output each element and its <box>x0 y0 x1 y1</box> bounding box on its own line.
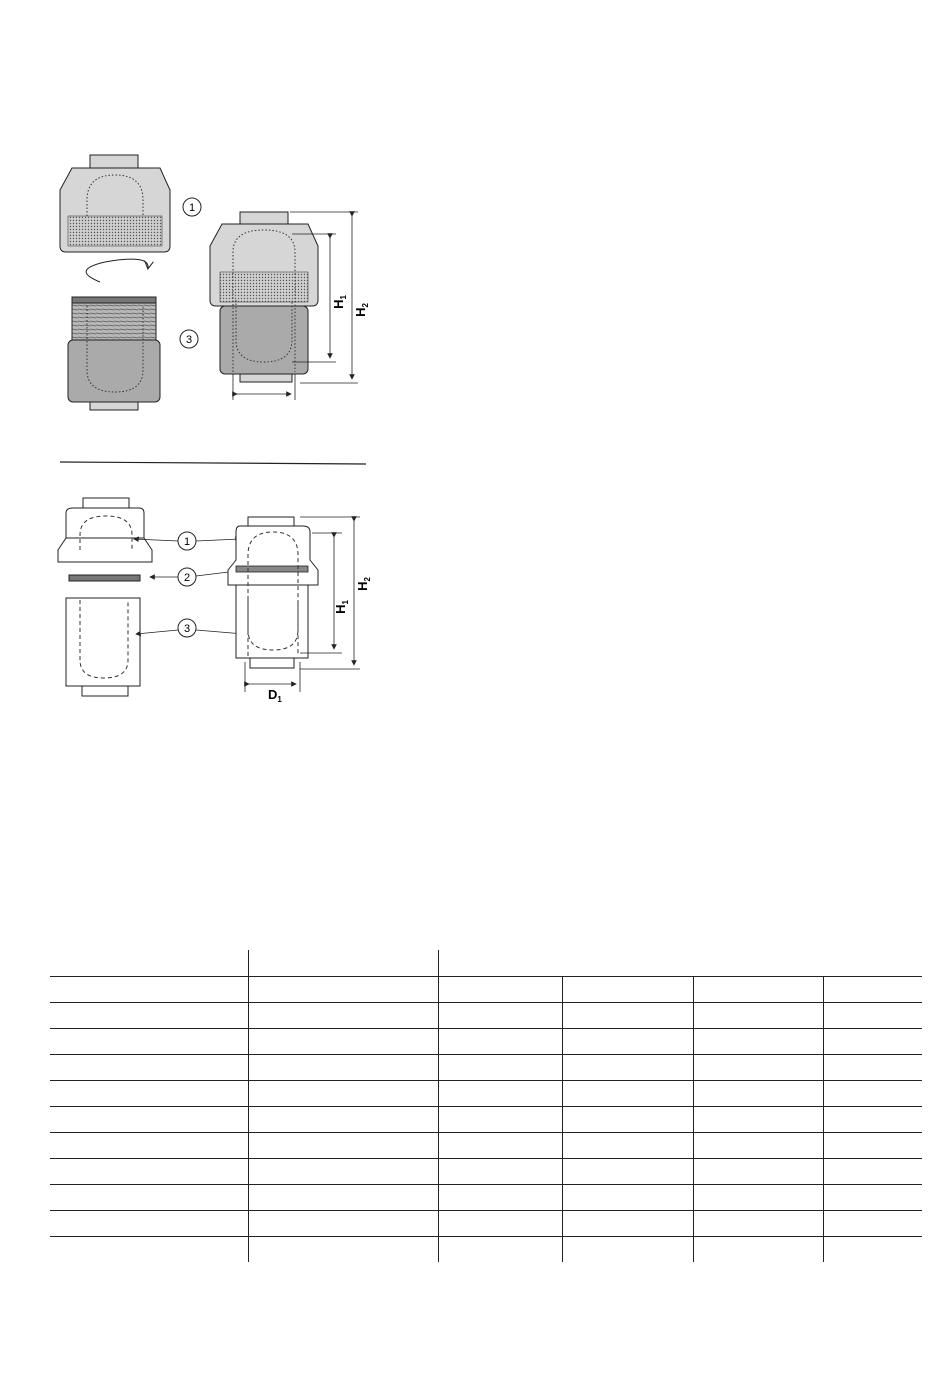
table-cell <box>248 1211 438 1237</box>
top-exploded-view <box>60 155 370 410</box>
svg-text:1: 1 <box>188 202 196 214</box>
table-cell <box>50 1003 248 1029</box>
table-cell <box>248 1003 438 1029</box>
table-cell <box>693 1003 823 1029</box>
table-cell <box>248 1029 438 1055</box>
table-cell <box>693 1107 823 1133</box>
table-cell <box>823 1159 922 1185</box>
callout-3-bottom <box>136 619 244 637</box>
table-cell <box>438 1237 562 1263</box>
dim-h2-label-bottom: $H_2$ <box>355 577 372 591</box>
table-cell <box>562 1133 693 1159</box>
table-row <box>50 1029 922 1055</box>
table-cell <box>562 1081 693 1107</box>
table-cell <box>693 1159 823 1185</box>
table-cell <box>562 950 693 977</box>
table-cell <box>248 1159 438 1185</box>
section-divider <box>60 462 366 464</box>
table-row <box>50 1237 922 1263</box>
tube-body-part <box>66 598 140 696</box>
table-cell <box>693 977 823 1003</box>
table-cell <box>562 1055 693 1081</box>
table-cell <box>438 1081 562 1107</box>
table-row <box>50 1159 922 1185</box>
dimensions-table <box>50 950 922 1262</box>
table-cell <box>823 1237 922 1263</box>
table-cell <box>248 1185 438 1211</box>
svg-text:3: 3 <box>185 334 193 346</box>
threaded-body-part <box>68 297 160 410</box>
table-cell <box>50 1237 248 1263</box>
table-cell <box>50 1107 248 1133</box>
table-cell <box>248 1055 438 1081</box>
table-cell <box>50 1185 248 1211</box>
svg-text:2: 2 <box>183 572 191 584</box>
table-cell <box>562 977 693 1003</box>
bottom-exploded-view <box>58 498 372 704</box>
table-cell <box>693 1055 823 1081</box>
table-cell <box>50 950 248 977</box>
table-cell <box>693 1185 823 1211</box>
table-cell <box>823 1185 922 1211</box>
table-cell <box>248 1133 438 1159</box>
table-cell <box>562 1185 693 1211</box>
assembled-fitting-top <box>210 212 318 382</box>
table-cell <box>50 1159 248 1185</box>
table-cell <box>438 1055 562 1081</box>
table-cell <box>438 977 562 1003</box>
table-cell <box>248 950 438 977</box>
nut-part <box>58 498 152 562</box>
table-cell <box>693 1081 823 1107</box>
table-cell <box>50 977 248 1003</box>
table-cell <box>693 1237 823 1263</box>
dim-d1-label-bottom: $D_1$ <box>268 687 282 704</box>
dim-h1-label-top: $H_1$ <box>331 295 348 309</box>
table-body <box>50 950 922 1262</box>
table-cell <box>823 1029 922 1055</box>
table-cell <box>823 1081 922 1107</box>
table-cell <box>823 1211 922 1237</box>
table-cell <box>562 1211 693 1237</box>
table-cell <box>823 1133 922 1159</box>
table-cell <box>50 1029 248 1055</box>
table-cell <box>438 1133 562 1159</box>
table-cell <box>693 1029 823 1055</box>
table-header-row <box>50 950 922 977</box>
table-cell <box>438 1185 562 1211</box>
table-cell <box>823 977 922 1003</box>
table-cell <box>50 1211 248 1237</box>
table-cell <box>823 950 922 977</box>
table-cell <box>50 1055 248 1081</box>
table-row <box>50 1133 922 1159</box>
table-cell <box>693 1133 823 1159</box>
ring-part <box>69 575 140 581</box>
table-cell <box>248 977 438 1003</box>
table-cell <box>50 1133 248 1159</box>
table-cell <box>693 1211 823 1237</box>
table-cell <box>562 1003 693 1029</box>
dim-h2-label-top: $H_2$ <box>353 303 370 317</box>
table-cell <box>438 1029 562 1055</box>
table-cell <box>248 1237 438 1263</box>
table-row <box>50 1211 922 1237</box>
table-cell <box>438 1003 562 1029</box>
table-row <box>50 1081 922 1107</box>
callout-1-top <box>183 198 201 216</box>
table-cell <box>562 1237 693 1263</box>
assembled-fitting-bottom <box>228 517 318 668</box>
dim-h1-label-bottom: $H_1$ <box>333 600 350 614</box>
table-row <box>50 1107 922 1133</box>
table-cell <box>823 1055 922 1081</box>
table-cell <box>693 950 823 977</box>
callout-3-top <box>180 330 198 348</box>
table-cell <box>438 1107 562 1133</box>
table-cell <box>438 1159 562 1185</box>
table-cell <box>50 1081 248 1107</box>
table-cell <box>438 950 562 977</box>
table-cell <box>823 1107 922 1133</box>
table-cell <box>562 1029 693 1055</box>
table-cell <box>248 1081 438 1107</box>
table-cell <box>438 1211 562 1237</box>
table-cell <box>562 1159 693 1185</box>
table-cell <box>562 1107 693 1133</box>
table-cell <box>823 1003 922 1029</box>
rotation-arrow <box>86 259 148 282</box>
cap-nut-part <box>60 155 170 252</box>
table-cell <box>248 1107 438 1133</box>
table-row <box>50 1003 922 1029</box>
table-row <box>50 977 922 1003</box>
svg-text:3: 3 <box>183 623 191 635</box>
table-row <box>50 1055 922 1081</box>
table-row <box>50 1185 922 1211</box>
svg-text:1: 1 <box>183 536 191 548</box>
